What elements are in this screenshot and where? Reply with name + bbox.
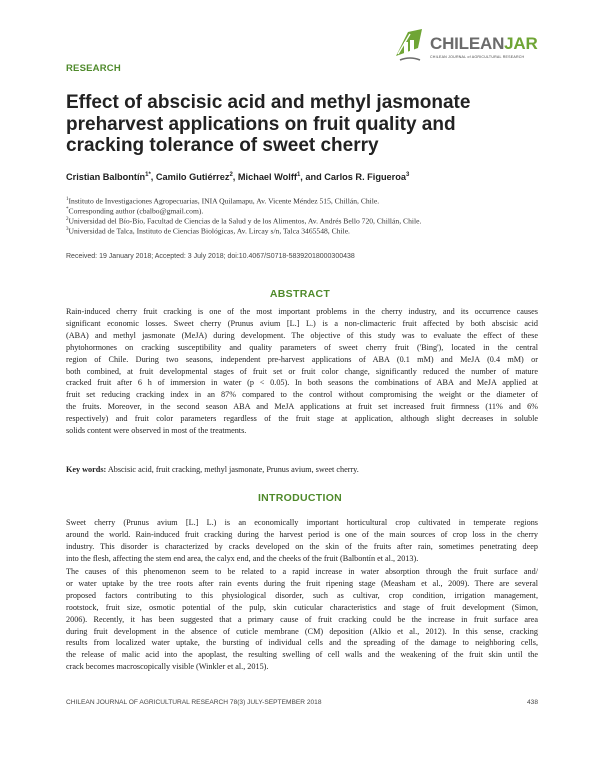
- text-line: crack becomes macroscopically visible (Winkler et al., 2015).: [66, 662, 269, 672]
- journal-logo: [392, 26, 552, 70]
- text-line: solids content were observed in most of the treatments.: [66, 426, 247, 436]
- introduction-heading: INTRODUCTION: [257, 492, 343, 504]
- author-list: Cristian Balbontín$^{1*}$, Camilo Gutiérrez$^2$, Michael Wolff$^1$, and Carlos R. Figueroa$^3$: [66, 172, 410, 183]
- text-line: rootstock, fruit size, osmotic potential of the pulp, skin cuticular characteristics and stage of fruit development (Simon,: [66, 602, 538, 612]
- keywords: [66, 465, 538, 474]
- text-line: phytohormones on cracking susceptibility and quality parameters of sweet cherry fruit ('Bing'), located in the central: [66, 342, 538, 352]
- text-line: results from localized water uptake, the bursting of individual cells and the spreading of the damage to neighboring cells,: [66, 638, 538, 648]
- author-sup: 3: [405, 172, 410, 178]
- article-title: Effect of abscisic acid and methyl jasmonate preharvest applications on fruit quality and cracking tolerance of sweet cherry: [66, 92, 471, 156]
- footer-journal: CHILEAN JOURNAL OF AGRICULTURAL RESEARCH 78(3) JULY-SEPTEMBER 2018: [66, 699, 322, 706]
- text-line: fruit set reducing cracking index in an 87% compared to the control without compromising the weight or the diameter of: [66, 390, 538, 400]
- page-footer: [66, 699, 538, 706]
- text-line: respectively) and fruit color parameters regardless of the fruit stage at application, although slight decreases in soluble: [66, 414, 538, 424]
- text-line: or water uptake by the tree roots after rain events during the fruit ripening stage (Measham et al., 2009). There are several: [66, 578, 538, 588]
- text-line: (ABA) and methyl jasmonate (MeJA) during development. The objective of this study was to evaluate the effect of these: [66, 330, 538, 340]
- text-line: Rain-induced cherry fruit cracking is one of the most important problems in the cherry industry, and its occurrence causes: [66, 307, 538, 316]
- text-line: Sweet cherry (Prunus avium [L.] L.) is an economically important horticultural crop cultivated in temperate regions: [66, 518, 538, 527]
- text-line: 2006). Recently, it has been suggested that a primary cause of fruit cracking could be the increase in fruit surface area: [66, 614, 538, 624]
- text-line: during fruit development in the absence of cuticle membrane (CM) deposition (Alkio et al., 2012). In this sense, cracking: [66, 626, 538, 636]
- text-line: cracked fruit after 6 h of immersion in water (p < 0.05). In both seasons the combinations of ABA and MeJA applied at: [66, 378, 538, 388]
- section-label: RESEARCH: [66, 63, 121, 74]
- text-line: industry. This disorder is characterized by cracks developed on the skin of the fruits after rain, sometimes penetrating deep: [66, 541, 538, 551]
- introduction-paragraph-2: [66, 566, 538, 673]
- logo-wordmark: CHILEANJAR: [430, 34, 538, 53]
- text-line: into the flesh, affecting the stem end area, the calyx end, and the cheeks of the fruit (Balbontín et al., 2013).: [66, 553, 419, 563]
- logo-subtitle: CHILEAN JOURNAL of AGRICULTURAL RESEARCH: [430, 55, 525, 59]
- text-line: significant economic losses. Sweet cherry (Prunus avium [L.] L.) is a non-climacteric fruit affected by both abscisic acid: [66, 318, 538, 328]
- affiliation: $^3$Universidad de Talca, Instituto de Ciencias Biológicas, Av. Lircay s/n, Talca 3465548, Chile.: [66, 226, 350, 236]
- text-line: around the world. Rain-induced fruit cracking during the harvest period is one of the main sources of crop loss in the cherry: [66, 529, 538, 539]
- author-name: Michael Wolff: [237, 172, 297, 183]
- keywords-label: Key words:: [66, 465, 107, 474]
- author-sup: 2: [229, 172, 233, 178]
- cherry-leaf-icon: [392, 26, 428, 62]
- author-sup: 1: [296, 172, 301, 178]
- text-line: The causes of this phenomenon seem to be related to a rapid increase in water absorption through the fruit surface and/: [66, 567, 538, 576]
- abstract-body: [66, 306, 538, 437]
- page-number: 438: [526, 699, 538, 706]
- author-name: Carlos R. Figueroa: [324, 172, 406, 183]
- text-line: the fruits. Moreover, in the second season ABA and MeJA applications at fruit set increased fruit firmness (11% and 6%: [66, 402, 538, 412]
- affiliation: *Corresponding author (cbalbo@gmail.com).: [66, 206, 204, 216]
- text-line: proposed factors contributing to this physiological disorder, such as cultivar, crop condition, irrigation management,: [66, 590, 538, 600]
- text-line: region of Chile. During two seasons, independent pre-harvest applications of ABA (0.1 mM) and MeJA (0.4 mM) or: [66, 354, 538, 364]
- keywords-text: Abscisic acid, fruit cracking, methyl jasmonate, Prunus avium, sweet cherry.: [107, 465, 359, 474]
- affiliation: $^1$Instituto de Investigaciones Agropecuarias, INIA Quilamapu, Av. Vicente Méndez 515, Chillán, Chile.: [66, 196, 380, 206]
- introduction-paragraph-1: [66, 517, 538, 565]
- author-name: Camilo Gutiérrez: [155, 172, 230, 183]
- author-sup: 1*: [145, 172, 151, 178]
- affiliation: $^2$Universidad del Bío-Bío, Facultad de Ciencias de la Salud y de los Alimentos, Av. Andrés Bello 720, Chillán, Chile.: [66, 216, 422, 226]
- text-line: the release of malic acid into the apoplast, the resulting swelling of cell walls and the weakening of the fruit skin until the: [66, 650, 538, 660]
- abstract-heading: ABSTRACT: [269, 288, 331, 300]
- received-accepted-doi: Received: 19 January 2018; Accepted: 3 July 2018; doi:10.4067/S0718-58392018000300438: [66, 253, 355, 260]
- text-line: both combined, at fruit developmental stages of fruit set or fruit color change, significantly reduced the number of mature: [66, 366, 538, 376]
- author-name: Cristian Balbontín: [66, 172, 146, 183]
